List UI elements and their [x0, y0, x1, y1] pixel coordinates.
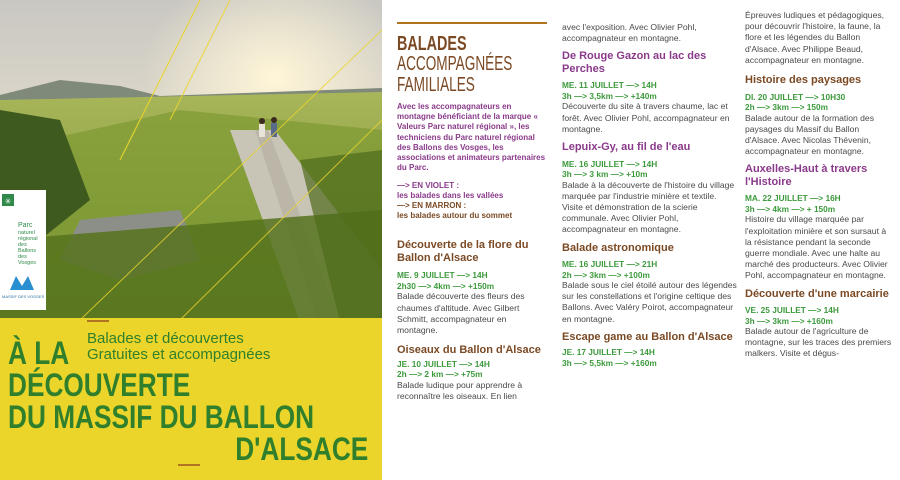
cover-subtitle-2: Gratuites et accompagnées [87, 346, 271, 363]
event-description: Balade autour de l'agriculture de montagne, sur les traces des premiers malkers. Visite et dégus- [745, 326, 892, 359]
event-date: ME. 11 JUILLET —> 14H [562, 80, 657, 91]
cover-title-line-2: DÉCOUVERTE [8, 367, 191, 403]
divider [178, 464, 200, 466]
event-title: Oiseaux du Ballon d'Alsace [397, 344, 541, 357]
cover-title-line-1: À LA [8, 335, 70, 371]
event-title: De Rouge Gazon au lac des Perches [562, 50, 707, 75]
event-title: Histoire des paysages [745, 74, 862, 87]
continued-text: Épreuves ludiques et pédagogiques, pour découvrir l'histoire, la faune, la flore et les légendes du Ballon d'Alsace. Avec Philippe Beaud, accompagnateur en montagne. [745, 10, 885, 65]
event-date: VE. 25 JUILLET —> 14H [745, 305, 839, 316]
event-info: 3h —> 3 km —> +10m [562, 169, 648, 180]
column-3 [745, 0, 895, 480]
event-info: 2h —> 3km —> +100m [562, 269, 650, 280]
legend-violet-label: —> EN VIOLET : [397, 181, 460, 191]
continued-text: avec l'exposition. Avec Olivier Pohl, accompagnateur en montagne. [562, 22, 697, 44]
event-info: 3h —> 4km —> + 150m [745, 203, 836, 214]
event-info: 2h —> 2 km —> +75m [397, 369, 483, 380]
cover-title-line-4: D'ALSACE [234, 431, 368, 467]
event-item [562, 141, 737, 236]
event-title: Lepuix-Gy, au fil de l'eau [562, 141, 691, 154]
event-title: Découverte de la flore du Ballon d'Alsace [397, 239, 529, 264]
event-title: Escape game au Ballon d'Alsace [562, 330, 733, 343]
legend-violet-text: les balades dans les vallées [397, 191, 504, 201]
event-date: MA. 22 JUILLET —> 16H [745, 193, 841, 204]
event-item [397, 239, 547, 336]
parc-logo-text: Parc naturel régional des Ballons des Vosges [18, 222, 38, 266]
event-item [745, 163, 895, 281]
cover-subtitle-1: Balades et découvertes [87, 330, 244, 347]
legend-marron-text: les balades autour du sommet [397, 211, 513, 221]
event-date: JE. 17 JUILLET —> 14H [562, 347, 655, 358]
column-2 [562, 0, 737, 480]
partner-logos [0, 190, 46, 310]
cover-title-block [0, 318, 382, 480]
heading-accompagnees: ACCOMPAGNÉES [397, 53, 513, 75]
column-1 [397, 0, 547, 480]
divider [87, 320, 109, 322]
event-description: Histoire du village marquée par l'exploitation minière et son sursaut à la résistance pendant la seconde guerre mondiale. Avec une halte au marché des producteurs. Avec Olivier Pohl, accompagnateur en montagne. [745, 214, 888, 281]
cover-title-line-3: DU MASSIF DU BALLON [8, 399, 315, 435]
event-item [745, 288, 895, 360]
page-gutter [382, 0, 396, 480]
event-info: 3h —> 5,5km —> +160m [562, 357, 657, 368]
event-item [562, 242, 737, 325]
event-date: ME. 16 JUILLET —> 14H [562, 158, 658, 169]
event-description: Balade ludique pour apprendre à reconnaître les oiseaux. En lien [397, 379, 523, 401]
event-description: Balade découverte des fleurs des chaumes d'altitude. Avec Gilbert Schmitt, accompagnateur en montagne. [397, 291, 525, 336]
event-info: 2h30 —> 4km —> +150m [397, 280, 495, 291]
event-title: Balade astronomique [562, 241, 674, 254]
event-description: Balade sous le ciel étoilé autour des légendes sur les constellations et l'origine celtique des Ballons. Avec Valéry Poirot, accompagnateur en montagne. [562, 280, 737, 324]
event-info: 2h —> 3km —> 150m [745, 102, 829, 113]
event-item [562, 50, 737, 135]
event-item [397, 344, 547, 402]
event-date: ME. 16 JUILLET —> 21H [562, 259, 658, 270]
divider [397, 22, 547, 24]
event-date: ME. 9 JUILLET —> 14H [397, 270, 488, 281]
intro-text: Avec les accompagnateurs en montagne bénéficiant de la marque « Valeurs Parc naturel régional », les techniciens du Parc naturel régional des Ballons des Vosges, les associations et animateurs partenaires du Parc. [397, 102, 546, 173]
landscape-photo [0, 0, 382, 322]
event-date: JE. 10 JUILLET —> 14H [397, 358, 490, 369]
heading-balades: BALADES [397, 33, 467, 55]
event-info: 3h —> 3km —> +160m [745, 315, 833, 326]
heading-familiales: FAMILIALES [397, 74, 475, 96]
event-description: Balade autour de la formation des paysages du Massif du Ballon d'Alsace. Avec Nicolas Thévenin, accompagnateur en montagne. [745, 112, 874, 157]
event-item [562, 331, 737, 369]
massif-logo-text: MASSIF DES VOSGES [2, 294, 45, 299]
event-info: 3h —> 3,5km —> +140m [562, 90, 657, 101]
svg-text:✳: ✳ [4, 197, 12, 206]
event-description: Balade à la découverte de l'histoire du village marquée par l'industrie minière et textile. Visite et démonstration de la scierie communale. Avec Olivier Pohl, accompagnateur en montagne. [562, 179, 735, 235]
legend-marron-label: —> EN MARRON : [397, 201, 467, 211]
event-item [745, 74, 895, 157]
event-title: Auxelles-Haut à travers l'Histoire [745, 163, 868, 188]
event-title: Découverte d'une marcairie [745, 287, 889, 300]
event-date: DI. 20 JUILLET —> 10H30 [745, 91, 846, 102]
event-description: Découverte du site à travers chaume, lac et forêt. Avec Olivier Pohl, accompagnateur en montagne. [562, 101, 730, 134]
cover-panel [0, 0, 382, 480]
